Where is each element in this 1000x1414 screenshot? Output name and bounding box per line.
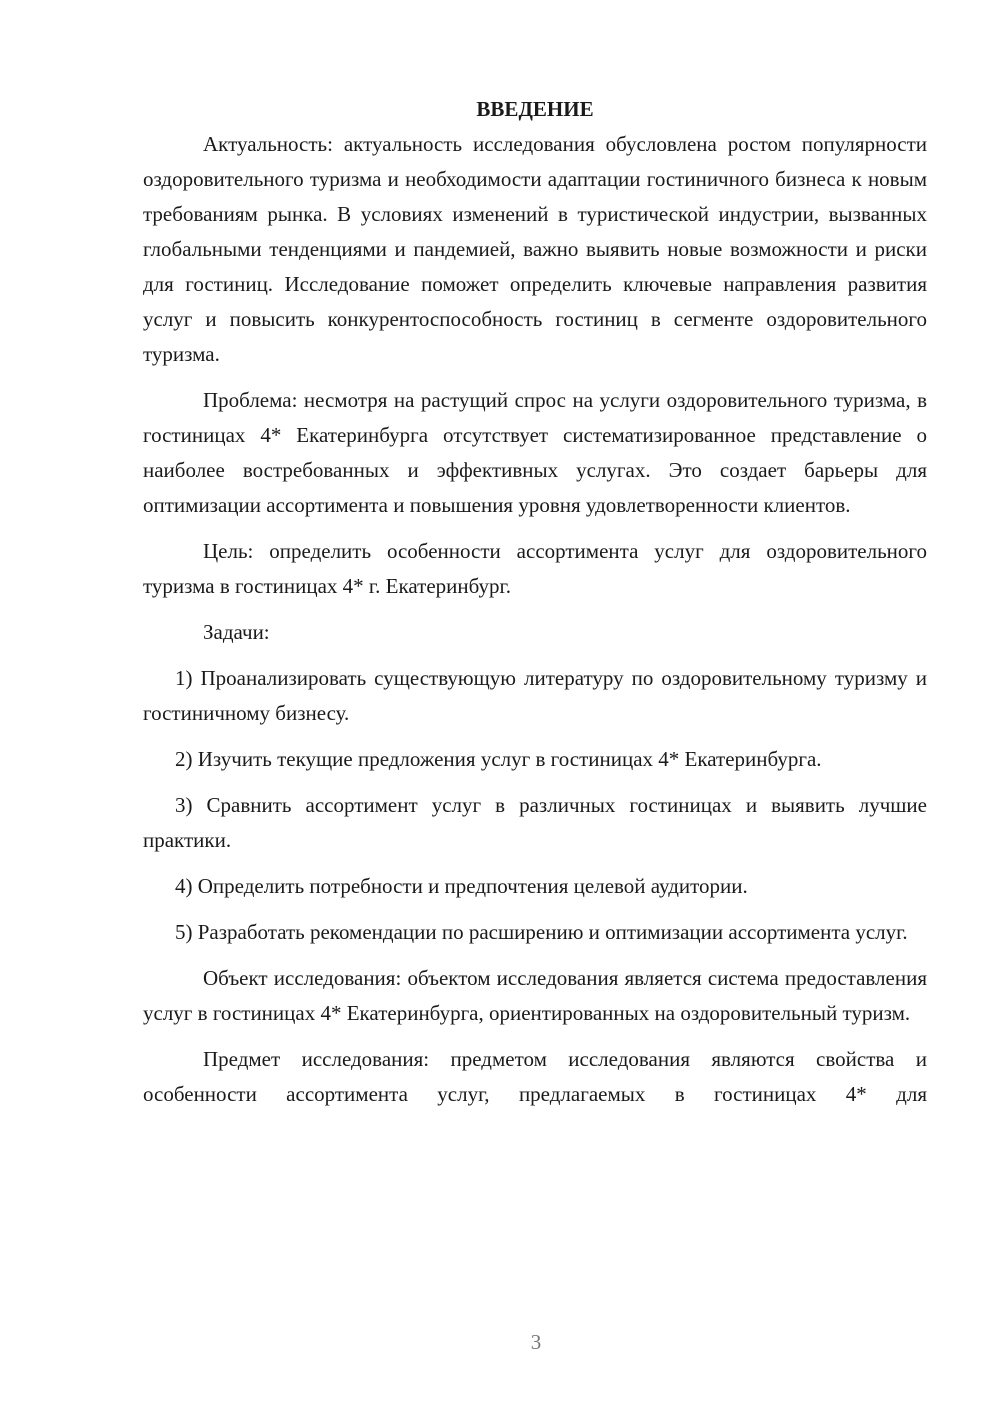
task-item-5: 5) Разработать рекомендации по расширению и оптимизации ассортимента услуг.	[175, 920, 908, 944]
task-item-1: 1) Проанализировать существующую литературу по оздоровительному туризму и гостиничному бизнесу.	[143, 666, 927, 725]
paragraph-goal: Цель: определить особенности ассортимента услуг для оздоровительного туризма в гостиницах 4* г. Екатеринбург.	[143, 539, 927, 598]
tasks-heading: Задачи:	[203, 620, 270, 644]
paragraph-object: Объект исследования: объектом исследования является система предоставления услуг в гостиницах 4* Екатеринбурга, ориентированных на оздоровительный туризм.	[143, 966, 927, 1025]
section-title: ВВЕДЕНИЕ	[476, 97, 594, 121]
task-item-3: 3) Сравнить ассортимент услуг в различных гостиницах и выявить лучшие практики.	[143, 793, 927, 852]
page-number: 3	[530, 1330, 542, 1354]
paragraph-relevance: Актуальность: актуальность исследования обусловлена ростом популярности оздоровительного туризма и необходимости адаптации гостиничного бизнеса к новым требованиям рынка. В условиях изменений в туристической индустрии, вызванных глобальными тенденциями и пандемией, важно выявить новые возможности и риски для гостиниц. Исследование поможет определить ключевые направления развития услуг и повысить конкурентоспособность гостиниц в сегменте оздоровительного туризма.	[143, 132, 927, 366]
task-item-2: 2) Изучить текущие предложения услуг в гостиницах 4* Екатеринбурга.	[175, 747, 822, 771]
paragraph-subject: Предмет исследования: предметом исследования являются свойства и особенности ассортимента услуг, предлагаемых в гостиницах 4* для	[143, 1047, 927, 1106]
document-page	[143, 92, 927, 1112]
task-item-4: 4) Определить потребности и предпочтения целевой аудитории.	[175, 874, 748, 898]
paragraph-problem: Проблема: несмотря на растущий спрос на услуги оздоровительного туризма, в гостиницах 4* Екатеринбурга отсутствует систематизированное представление о наиболее востребованных и эффективных услугах. Это создает барьеры для оптимизации ассортимента и повышения уровня удовлетворенности клиентов.	[143, 388, 927, 517]
